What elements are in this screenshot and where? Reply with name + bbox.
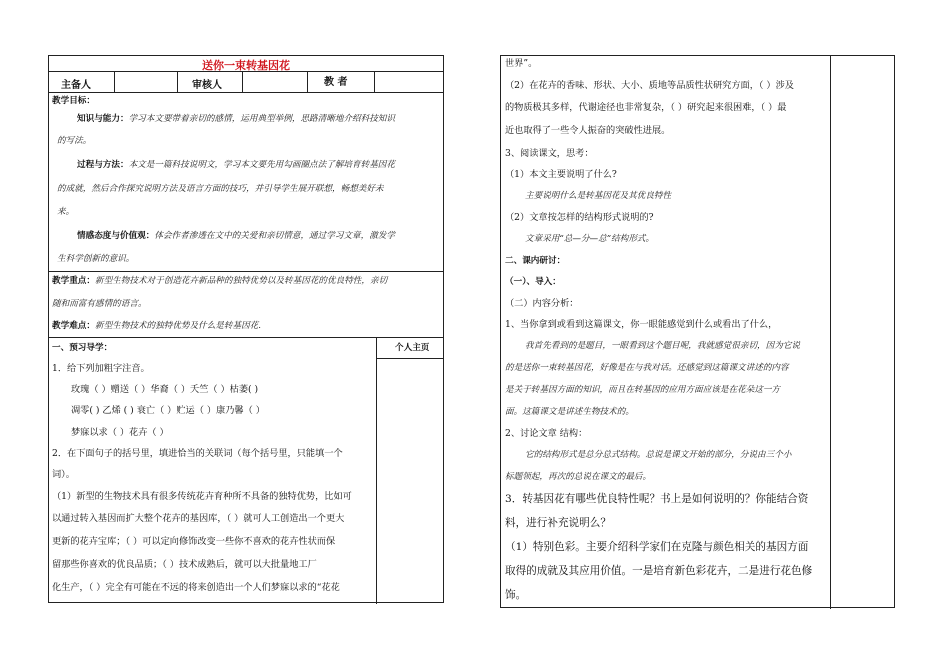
goal3-label: 情感态度与价值观：: [77, 231, 155, 241]
question-3: 3、阅读课文，思考：: [505, 148, 594, 159]
answer-1: 我首先看到的是题目，一眼看到这个题目呢，我就感觉很亲切，因为它说: [525, 341, 801, 351]
goals-heading: 教学目标：: [52, 96, 95, 106]
cell-border: [307, 71, 308, 92]
divider: [49, 337, 443, 338]
pinyin-line: 凋零( ) 乙烯 ( ) 衰亡（ ）贮运（ ）康乃馨（ ）: [71, 405, 265, 416]
right-page: [500, 55, 895, 608]
goal3-text: 体会作者渗透在文中的关爱和亲切情意，通过学习文章，激发学: [154, 231, 395, 241]
cell-border: [374, 71, 375, 92]
sentence-2-cont: 近也取得了一些令人振奋的突破性进展。: [505, 125, 671, 136]
goal1-text: 学习本文要带着亲切的感情，运用典型举例，思路清晰地介绍科技知识: [128, 114, 395, 124]
question-3-traits: 3．转基因花有哪些优良特性呢？书上是如何说明的？你能结合资: [505, 493, 809, 505]
section-2-heading: 二、课内研讨：: [505, 256, 566, 266]
sentence-2-cont: 的物质极其多样，代谢途径也非常复杂，（ ）研究起来很困难，（ ）最: [505, 102, 787, 113]
difficulty-text: 新型生物技术的独特优势及什么是转基因花.: [94, 321, 261, 331]
goal3-text-cont: 生科学创新的意识。: [57, 254, 135, 264]
preview-heading: 一、预习导学：: [52, 343, 113, 353]
key-points-text-cont: 随和而富有感情的语言。: [52, 299, 147, 309]
lesson-title: 送你一束转基因花: [202, 59, 290, 72]
sentence-1-cont: 更新的花卉宝库；（ ）可以定向修饰改变一些你不喜欢的花卉性状而保: [52, 536, 336, 547]
teacher-label: 教 者: [324, 77, 348, 88]
pinyin-line: 梦寐以求（ ）花卉（ ）: [71, 427, 169, 438]
pinyin-line: 玫瑰（ ）赠送（ ）华裔（ ）夭竺（ ）枯萎( ): [71, 384, 259, 395]
goal2-text-cont: 来。: [57, 207, 75, 217]
left-page: [48, 55, 444, 603]
divider: [376, 358, 443, 359]
goal2-text: 本文是一篇科技说明文，学习本文要先用勾画圈点法了解培育转基因花: [128, 160, 395, 170]
answer-3-1: 主要说明什么是转基因花及其优良特性: [525, 191, 672, 201]
sentence-1-cont: 留那些你喜欢的优良品质；（ ）技术成熟后，就可以大批量地工厂: [52, 559, 317, 570]
cell-border: [242, 71, 243, 92]
key-points-label: 教学重点：: [52, 276, 95, 286]
discussion-1: 1、当你拿到或看到这篇课文，你一眼能感觉到什么或看出了什么，: [505, 319, 778, 330]
answer-2: 它的结构形式是总分总式结构。总说是课文开始的部分，分说由三个小: [525, 450, 792, 460]
cell-border: [177, 71, 178, 92]
trait-1-cont: 饰。: [505, 589, 527, 601]
column-divider: [830, 56, 831, 609]
question-1: 1．给下列加粗字注音。: [52, 363, 150, 374]
answer-1-cont: 是关于转基因方面的知识，而且在转基因的应用方面应该是在花朵这一方: [505, 385, 781, 395]
sentence-1-cont: 以通过转入基因而扩大整个花卉的基因库，（ ）就可人工创造出一个更大: [52, 513, 345, 524]
sentence-1: （1）新型的生物技术具有很多传统花卉育种所不具备的独特优势，比如可: [52, 491, 352, 502]
question-3-1: （1）本文主要说明了什么?: [505, 169, 617, 180]
goal1-text-cont: 的写法。: [57, 136, 92, 146]
goal1-label: 知识与能力：: [77, 114, 129, 124]
column-divider: [376, 337, 377, 604]
question-2-cont: 词）。: [52, 469, 75, 480]
reviewer-label: 审核人: [192, 80, 222, 91]
analysis-heading: （二）内容分析：: [505, 298, 579, 309]
intro-heading: （一）、导入：: [505, 277, 561, 287]
answer-1-cont: 的是送你一束转基因花，好像是在与我对话。还感觉到这篇课文讲述的内容: [505, 363, 789, 373]
key-points-text: 新型生物技术对于创造花卉新品种的独特优势以及转基因花的优良特性，亲切: [94, 276, 388, 286]
preparer-label: 主备人: [61, 80, 91, 91]
answer-3-2: 文章采用“总—分—总”结构形式。: [525, 234, 655, 244]
answer-2-cont: 标题领起，再次的总说在课文的最后。: [505, 472, 652, 482]
trait-1: （1）特别色彩。主要介绍科学家们在克隆与颜色相关的基因方面: [505, 541, 809, 553]
divider: [49, 271, 443, 272]
cell-border: [114, 71, 115, 92]
answer-1-cont: 面。这篇课文是讲述生物技术的。: [505, 407, 634, 417]
continued-text: 世界”。: [505, 58, 538, 69]
goal2-text-cont: 的成就，然后合作探究说明方法及语言方面的技巧，并引导学生展开联想，畅想美好未: [57, 184, 384, 194]
difficulty-label: 教学难点：: [52, 321, 95, 331]
divider: [49, 71, 443, 72]
question-2: 2．在下面句子的括号里，填进恰当的关联词（每个括号里，只能填一个: [52, 448, 343, 459]
divider: [49, 92, 443, 93]
goal2-label: 过程与方法：: [77, 160, 129, 170]
sentence-2: （2）在花卉的香味、形状、大小、质地等品质性状研究方面，（ ）涉及: [505, 80, 794, 91]
discussion-2: 2、讨论文章 结构：: [505, 428, 588, 439]
question-3-traits-cont: 料，进行补充说明么？: [505, 517, 611, 529]
sentence-1-cont: 化生产，（ ）完全有可能在不远的将来创造出一个人们梦寐以求的“花花: [52, 582, 340, 593]
personal-page-heading: 个人主页: [395, 343, 430, 353]
trait-1-cont: 取得的成就及其应用价值。一是培育新色彩花卉，二是进行花色修: [505, 565, 813, 577]
question-3-2: （2）文章按怎样的结构形式说明的?: [505, 212, 654, 223]
